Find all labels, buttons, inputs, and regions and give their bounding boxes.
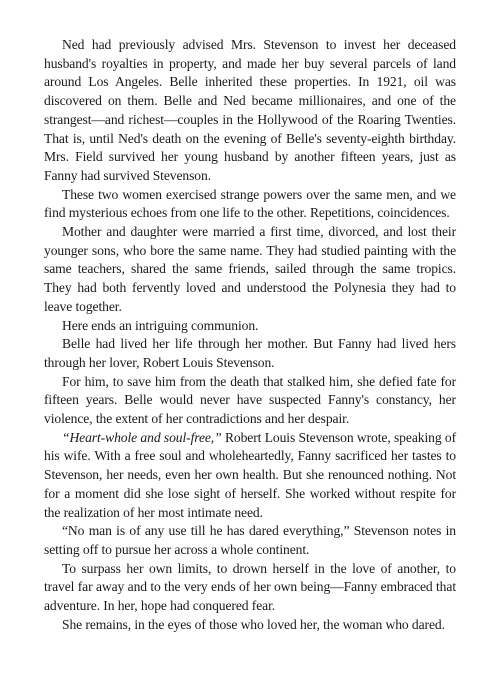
- paragraph-3: [44, 223, 456, 317]
- paragraph-1-text: Ned had previously advised Mrs. Stevenson to invest her deceased husband's royalties in property, and made her buy several parcels of land around Los Angeles. Belle inherited these properties. In 1921, oil was discovered on them. Belle and Ned became millionaires, and one of the strangest—and richest—couples in the Hollywood of the Roaring Twenties. That is, until Ned's death on the evening of Belle's seventy-eighth birthday. Mrs. Field survived her young husband by another fifteen years, just as Fanny had survived Stevenson.: [44, 37, 456, 183]
- paragraph-5-text: Belle had lived her life through her mother. But Fanny had lived hers through her lover, Robert Louis Stevenson.: [44, 336, 456, 370]
- paragraph-10: [44, 616, 456, 635]
- paragraph-6: [44, 373, 456, 429]
- paragraph-5: [44, 335, 456, 372]
- quote-heart-whole: “Heart-whole and soul-free,”: [62, 429, 222, 445]
- paragraph-3-text: Mother and daughter were married a first time, divorced, and lost their younger sons, who bore the same name. They had studied painting with the same teachers, shared the same friends, sailed through the same tropics. They had both fervently loved and understood the Polynesia they had to leave together.: [44, 224, 456, 314]
- paragraph-8-text: “No man is of any use till he has dared everything,” Stevenson notes in setting off to pursue her across a whole continent.: [44, 523, 456, 557]
- paragraph-4: [44, 317, 456, 336]
- paragraph-7: [44, 429, 456, 523]
- paragraph-2-text: These two women exercised strange powers over the same men, and we find mysterious echoes from one life to the other. Repetitions, coincidences.: [44, 186, 456, 221]
- paragraph-2: [44, 186, 456, 223]
- paragraph-7-text: Robert Louis Stevenson wrote, speaking of his wife. With a free soul and wholeheartedly, Fanny sacrificed her tastes to Stevenson, her needs, even her own health. But she renounced nothing. Not for a moment did she lose sight of herself. She worked without respite for the realization of her most intimate need.: [44, 429, 457, 520]
- paragraph-9: [44, 560, 456, 616]
- body-text: [44, 36, 456, 635]
- paragraph-10-text: She remains, in the eyes of those who loved her, the woman who dared.: [62, 616, 445, 632]
- paragraph-8: [44, 522, 456, 559]
- paragraph-6-text: For him, to save him from the death that stalked him, she defied fate for fifteen years. Belle would never have suspected Fanny's constancy, her violence, the extent of her contradictions and her despair.: [44, 373, 456, 427]
- paragraph-1: [44, 36, 456, 186]
- paragraph-4-text: Here ends an intriguing communion.: [62, 317, 259, 333]
- paragraph-9-text: To surpass her own limits, to drown herself in the love of another, to travel far away and to the very ends of her own being—Fanny embraced that adventure. In her, hope had conquered fear.: [44, 560, 456, 614]
